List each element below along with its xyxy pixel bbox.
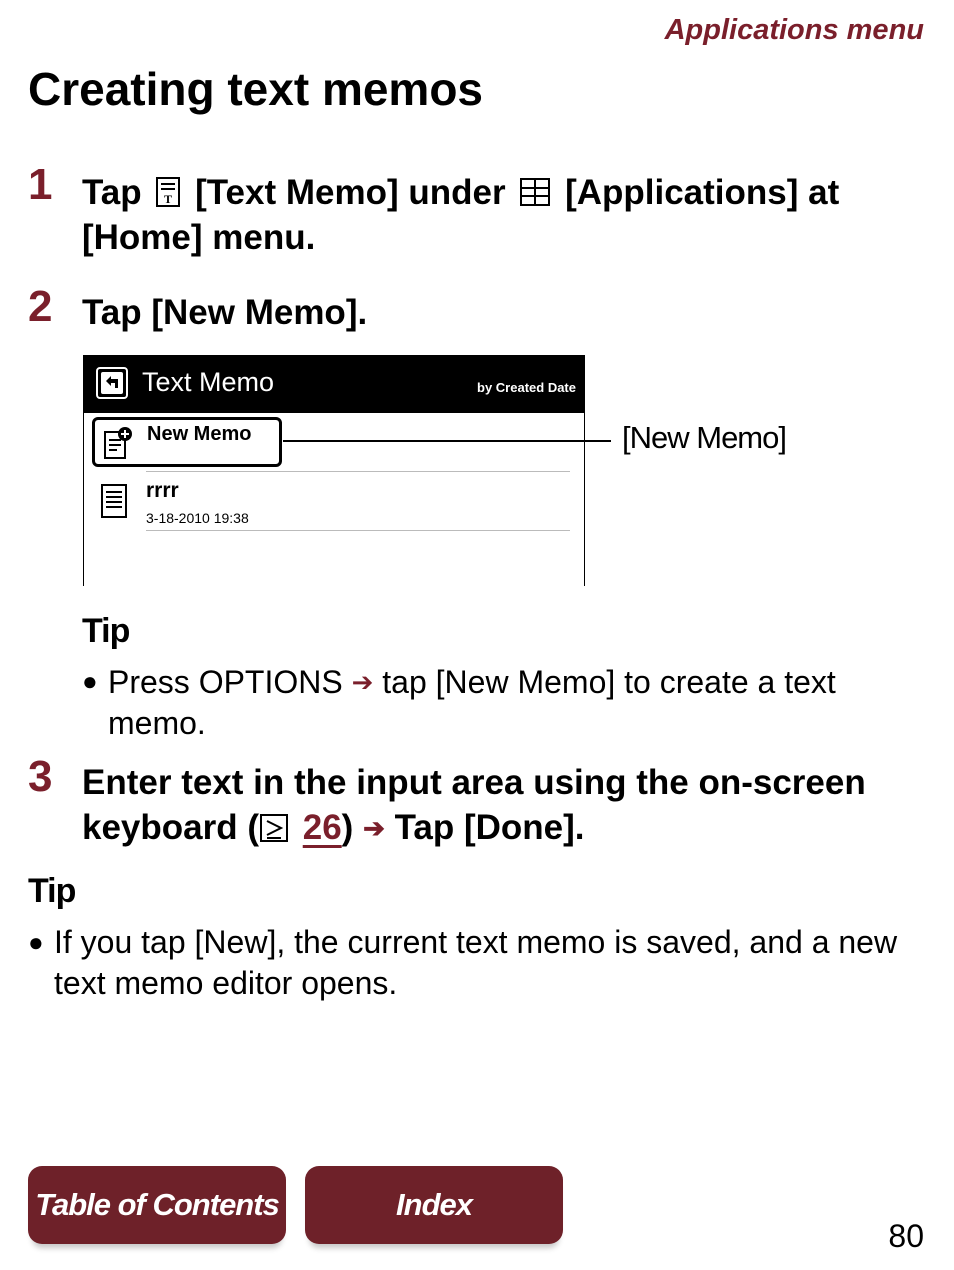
memo-title[interactable]: rrrr [146,479,179,502]
step-2-text: Tap [New Memo]. [82,293,368,332]
step-3-line2-pre: keyboard ( [82,808,259,847]
step-1-mid: [Text Memo] under [195,173,506,212]
table-of-contents-button[interactable]: Table of Contents [28,1166,286,1244]
step-number-3: 3 [28,752,53,801]
tip-1-text [108,662,928,744]
new-memo-icon [103,426,133,460]
step-3-text [82,760,942,851]
index-button[interactable]: Index [305,1166,563,1244]
tip-heading-1: Tip [82,612,130,650]
section-header: Applications menu [664,14,924,46]
new-memo-label: New Memo [147,423,252,445]
step-1-line2: [Home] menu. [82,218,316,257]
step-1-pre: Tap [82,173,142,212]
bullet-icon: ● [82,666,98,696]
tip-1-post: tap [New Memo] to create a text [382,664,836,700]
step-number-1: 1 [28,160,53,209]
arrow-right-icon: ➔ [351,667,374,697]
tip-heading-2: Tip [28,872,76,910]
list-separator [146,530,570,531]
list-separator [146,471,570,472]
page-link-26[interactable]: 26 [302,808,342,847]
applications-icon [519,176,551,208]
device-screenshot [83,355,585,586]
tip-2-line1: If you tap [New], the current text memo is saved, and a new [54,924,898,960]
tip-1-pre: Press OPTIONS [108,664,343,700]
back-icon [96,367,128,399]
tip-2-line2: text memo editor opens. [54,965,398,1001]
step-3-line2-post: Tap [Done]. [394,808,585,847]
step-3-line1: Enter text in the input area using the on-screen [82,763,866,802]
device-title-bar [84,355,584,413]
memo-file-icon [100,483,130,519]
bullet-icon: ● [28,927,44,957]
new-memo-item[interactable] [92,417,282,467]
step-1-text [82,170,942,260]
callout-line [283,440,611,442]
callout-label: [New Memo] [622,420,786,455]
device-title: Text Memo [142,367,275,397]
arrow-right-icon: ➔ [363,813,385,843]
tip-1-line2: memo. [108,705,206,741]
page-title: Creating text memos [28,63,484,115]
page-reference-icon [259,813,289,843]
sort-label[interactable]: by Created Date [477,380,576,395]
step-3-line2-mid: ) [341,808,354,847]
svg-text:T: T [164,192,173,206]
tip-2-text [54,922,944,1004]
text-memo-icon [155,176,181,208]
page-number: 80 [888,1218,924,1254]
step-1-post: [Applications] at [565,173,840,212]
memo-date: 3-18-2010 19:38 [146,510,249,526]
step-number-2: 2 [28,282,53,331]
